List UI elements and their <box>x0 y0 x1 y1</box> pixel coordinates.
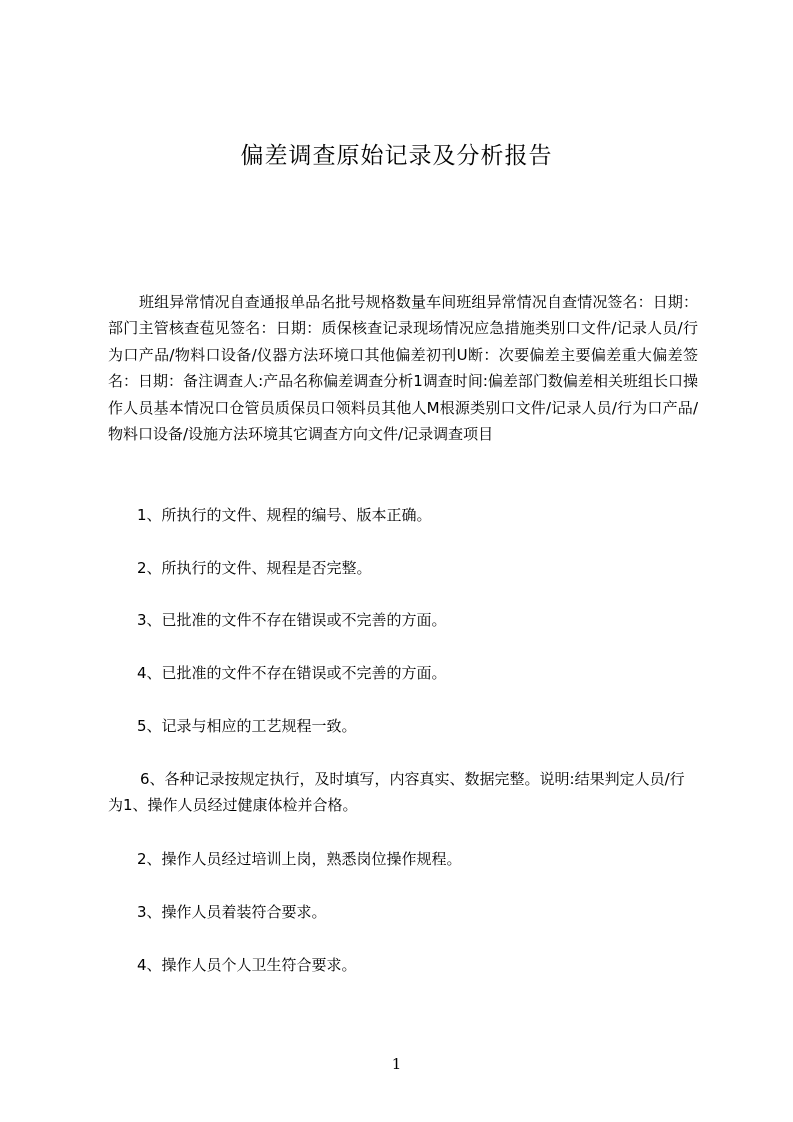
list-item <box>108 899 698 925</box>
list-item-text: 6、各种记录按规定执行，及时填写，内容真实、数据完整。说明:结果判定人员/行为1、操作人员经过健康体检并合格。 <box>108 770 685 814</box>
list-item-text: 1、所执行的文件、规程的编号、版本正确。 <box>137 506 432 524</box>
list-item <box>108 502 698 528</box>
intro-paragraph: 班组异常情况自查通报单品名批号规格数量车间班组异常情况自查情况签名：日期：部门主管核查苞见签名：日期：质保核查记录现场情况应急措施类别口文件/记录人员/行为口产品/物料口设备/仪器方法环境口其他偏差初刊U断：次要偏差主要偏差重大偏差签名：日期：备注调查人:产品名称偏差调查分析1调查时间:偏差部门数偏差相关班组长口操作人员基本情况口仓管员质保员口领料员其他人M根源类别口文件/记录人员/行为口产品/物料口设备/设施方法环境其它调查方向文件/记录调查项目 <box>108 293 698 444</box>
list-item <box>108 555 698 581</box>
list-item-text: 2、所执行的文件、规程是否完整。 <box>137 559 372 577</box>
list-item-text: 3、已批准的文件不存在错误或不完善的方面。 <box>137 611 447 629</box>
list-item-text: 4、已批准的文件不存在错误或不完善的方面。 <box>137 664 447 682</box>
list-item-text: 5、记录与相应的工艺规程一致。 <box>137 717 357 735</box>
list-item-text: 2、操作人员经过培训上岗，熟悉岗位操作规程。 <box>137 850 462 868</box>
page-number: 1 <box>391 1055 402 1073</box>
list-item <box>108 846 698 872</box>
list-item-text: 4、操作人员个人卫生符合要求。 <box>137 956 357 974</box>
page-title: 偏差调查原始记录及分析报告 <box>240 143 553 169</box>
list-item <box>108 713 698 739</box>
list-item <box>108 660 698 686</box>
list-item <box>108 607 698 633</box>
list-item <box>108 766 698 818</box>
list-item-text: 3、操作人员着装符合要求。 <box>137 903 327 921</box>
list-item <box>108 952 698 978</box>
